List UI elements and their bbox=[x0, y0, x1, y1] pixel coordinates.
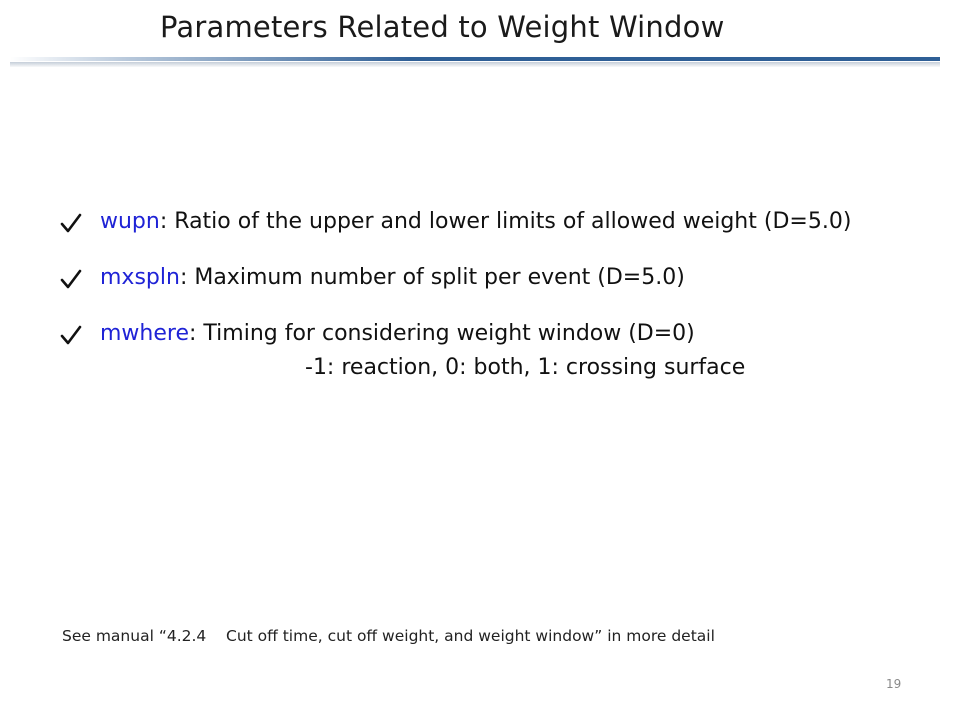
parameter-name: mxspln bbox=[100, 265, 180, 290]
parameter-item-mwhere bbox=[60, 317, 900, 385]
parameter-name: mwhere bbox=[100, 321, 189, 346]
parameter-value-options: -1: reaction, 0: both, 1: crossing surface bbox=[305, 355, 746, 380]
parameter-name: wupn bbox=[100, 209, 160, 234]
check-icon bbox=[60, 212, 82, 234]
parameter-list bbox=[60, 205, 900, 385]
title-rule-left bbox=[10, 57, 410, 61]
manual-reference-note: See manual “4.2.4 Cut off time, cut off weight, and weight window” in more detail bbox=[62, 627, 715, 645]
title-rule bbox=[410, 57, 940, 61]
parameter-description: : Maximum number of split per event (D=5.0) bbox=[179, 265, 685, 290]
check-icon bbox=[60, 268, 82, 290]
parameter-item-mxspln bbox=[60, 261, 900, 295]
slide-title: Parameters Related to Weight Window bbox=[160, 10, 725, 44]
parameter-description: : Timing for considering weight window (D=0) bbox=[189, 321, 695, 346]
parameter-description: : Ratio of the upper and lower limits of allowed weight (D=5.0) bbox=[159, 209, 852, 234]
title-rule-shadow bbox=[10, 62, 940, 67]
page-number: 19 bbox=[886, 677, 902, 691]
parameter-item-wupn bbox=[60, 205, 900, 239]
check-icon bbox=[60, 324, 82, 346]
